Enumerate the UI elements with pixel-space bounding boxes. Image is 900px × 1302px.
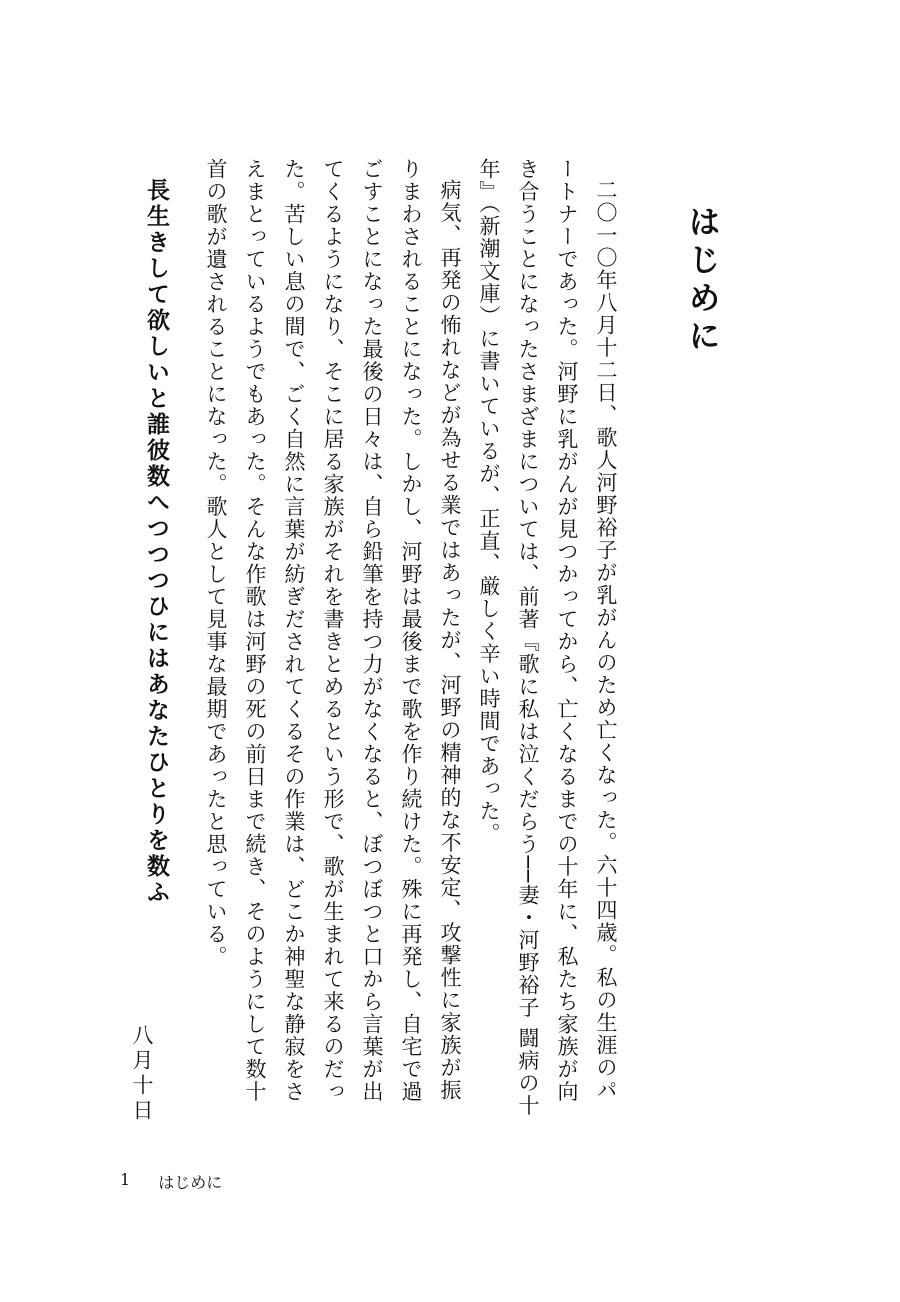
tanka-date: 八月十日: [130, 1024, 154, 1124]
page-footer: [120, 1170, 222, 1193]
page-number: 1: [120, 1170, 131, 1189]
paragraph-1: 二〇一〇年八月十二日、歌人河野裕子が乳がんのため亡くなった。六十四歳。私の生涯のパートナーであった。河野に乳がんが見つかってから、亡くなるまでの十年に、私たち家族が向き合うことになったさまざまについては、前著『歌に私は泣くだらう──妻・河野裕子 闘病の十年』（新潮文庫）に書いているが、正直、厳しく辛い時間であった。: [477, 158, 618, 1117]
body-text: [196, 158, 625, 1120]
running-title: はじめに: [158, 1173, 223, 1192]
chapter-title: はじめに: [683, 205, 722, 357]
tanka-poem: 長生きして欲しいと誰彼数へつつつひにはあなたひとりを数ふ: [143, 178, 170, 906]
paragraph-2: 病気、再発の怖れなどが為せる業ではあったが、河野の精神的な不安定、攻撃性に家族が振りまわされることになった。しかし、河野は最後まで歌を作り続けた。殊に再発し、自宅で過ごすことになった最後の日々は、自ら鉛筆を持つ力がなくなると、ぼつぼつと口から言葉が出てくるようになり、そこに居る家族がそれを書きとめるという形で、歌が生まれて来るのだった。苦しい息の間で、ごく自然に言葉が紡ぎだされてくるその作業は、どこか神聖な静寂をさえまとっているようでもあった。そんな作歌は河野の死の前日まで続き、そのようにして数十首の歌が遺されることになった。歌人として見事な最期であったと思っている。: [204, 158, 462, 1103]
